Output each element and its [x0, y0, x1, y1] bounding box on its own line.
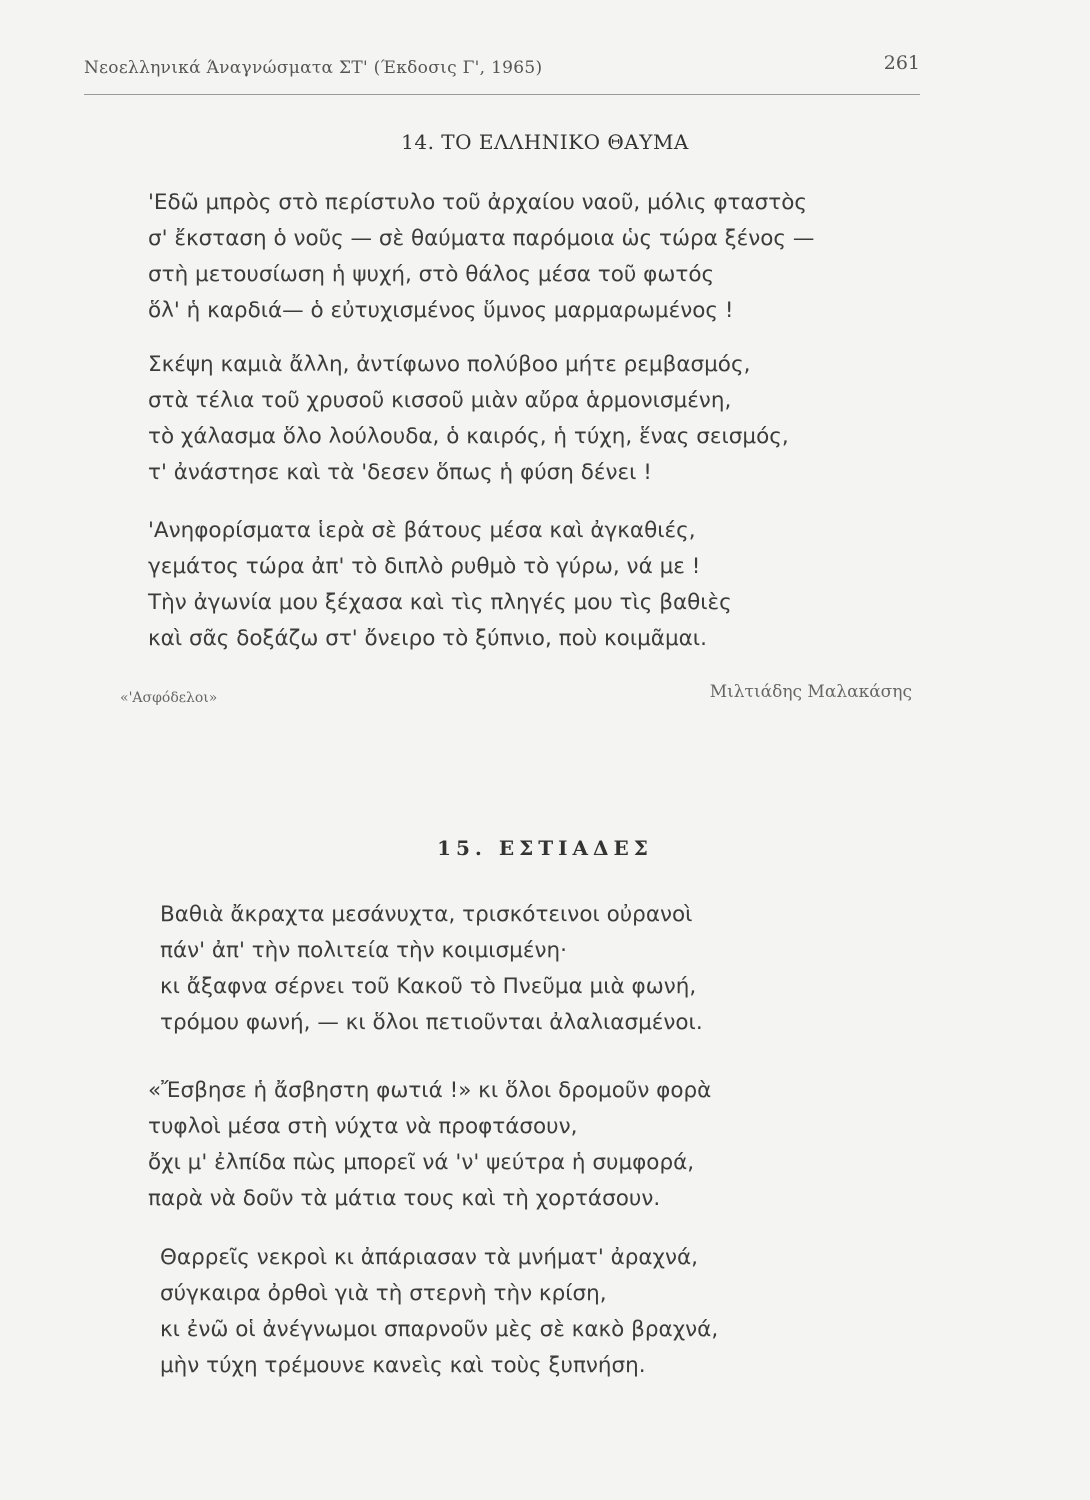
book-title: Νεοελληνικά Άναγνώσματα ΣΤ' (Έκδοσις Γ', 1965) — [84, 58, 543, 78]
poem-stanza — [160, 897, 703, 1041]
poem-line: στὰ τέλια τοῦ χρυσοῦ κισσοῦ μιὰν αὔρα ἁρμονισμένη, — [148, 388, 732, 413]
poem-line: ὄχι μ' ἐλπίδα πὼς μπορεῖ νά 'ν' ψεύτρα ἡ συμφορά, — [148, 1150, 695, 1175]
poem-line: 'Εδῶ μπρὸς στὸ περίστυλο τοῦ ἀρχαίου ναοῦ, μόλις φταστὸς — [148, 190, 807, 215]
poem-stanza — [148, 513, 732, 657]
poem-stanza — [148, 347, 789, 491]
poem-line: τ' ἀνάστησε καὶ τὰ 'δεσεν ὅπως ἡ φύση δένει ! — [148, 460, 652, 485]
poem-author: Μιλτιάδης Μαλακάσης — [709, 682, 912, 702]
page-number: 261 — [883, 52, 920, 74]
poem-line: Βαθιὰ ἄκραχτα μεσάνυχτα, τρισκότεινοι οὐρανοὶ — [160, 902, 693, 927]
poem-line: «Ἔσβησε ἡ ἄσβηστη φωτιά !» κι ὅλοι δρομοῦν φορὰ — [148, 1078, 712, 1103]
poem-stanza — [148, 1073, 711, 1217]
poem-stanza — [148, 185, 814, 329]
poem-stanza — [160, 1240, 718, 1384]
poem-title: 15. ΕΣΤΙΑΔΕΣ — [437, 836, 653, 860]
poem-line: σύγκαιρα ὀρθοὶ γιὰ τὴ στερνὴ τὴν κρίση, — [160, 1281, 607, 1306]
page-header — [84, 50, 920, 95]
poem-line: Σκέψη καμιὰ ἄλλη, ἀντίφωνο πολύβοο μήτε ρεμβασμός, — [148, 352, 751, 377]
poem-line: κι ἐνῶ οἱ ἀνέγνωμοι σπαρνοῦν μὲς σὲ κακὸ βραχνά, — [160, 1317, 719, 1342]
poem-line: καὶ σᾶς δοξάζω στ' ὄνειρο τὸ ξύπνιο, ποὺ κοιμᾶμαι. — [148, 626, 707, 651]
poem-line: σ' ἔκσταση ὁ νοῦς — σὲ θαύματα παρόμοια ὡς τώρα ξένος — — [148, 226, 815, 251]
poem-line: παρὰ νὰ δοῦν τὰ μάτια τους καὶ τὴ χορτάσουν. — [148, 1186, 661, 1211]
poem-line: κι ἄξαφνα σέρνει τοῦ Κακοῦ τὸ Πνεῦμα μιὰ φωνή, — [160, 974, 697, 999]
poem-line: γεμάτος τώρα ἀπ' τὸ διπλὸ ρυθμὸ τὸ γύρω, νά με ! — [148, 554, 701, 579]
poem-line: ὅλ' ἡ καρδιά— ὁ εὐτυχισμένος ὕμνος μαρμαρωμένος ! — [148, 298, 734, 323]
poem-line: τυφλοὶ μέσα στὴ νύχτα νὰ προφτάσουν, — [148, 1114, 578, 1139]
poem-source: «'Ασφόδελοι» — [120, 690, 218, 706]
poem-line: Θαρρεῖς νεκροὶ κι ἀπάριασαν τὰ μνήματ' ἀραχνά, — [160, 1245, 698, 1270]
poem-line: τὸ χάλασμα ὅλο λούλουδα, ὁ καιρός, ἡ τύχη, ἕνας σεισμός, — [148, 424, 789, 449]
poem-line: μὴν τύχη τρέμουνε κανεὶς καὶ τοὺς ξυπνήση. — [160, 1353, 646, 1378]
poem-line: πάν' ἀπ' τὴν πολιτεία τὴν κοιμισμένη· — [160, 938, 567, 963]
poem-line: 'Ανηφορίσματα ἱερὰ σὲ βάτους μέσα καὶ ἀγκαθιές, — [148, 518, 696, 543]
poem-line: στὴ μετουσίωση ἡ ψυχή, στὸ θάλος μέσα τοῦ φωτός — [148, 262, 715, 287]
poem-line: τρόμου φωνή, — κι ὅλοι πετιοῦνται ἀλαλιασμένοι. — [160, 1010, 703, 1035]
poem-line: Τὴν ἀγωνία μου ξέχασα καὶ τὶς πληγές μου τὶς βαθιὲς — [148, 590, 732, 615]
poem-title: 14. ΤΟ ΕΛΛΗΝΙΚΟ ΘΑΥΜΑ — [401, 130, 689, 154]
